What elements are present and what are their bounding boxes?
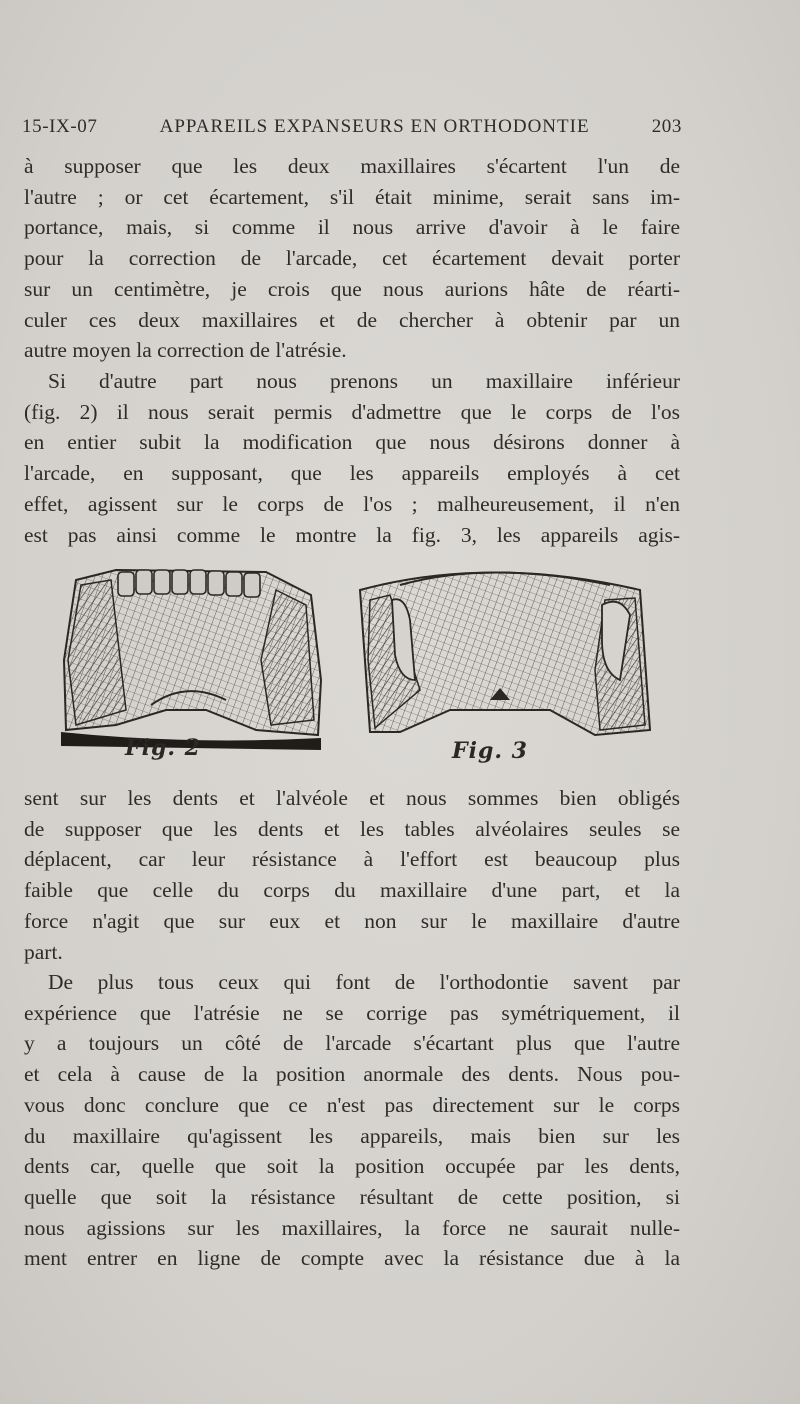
- text-line: ment entrer en ligne de compte avec la résistance due à la: [24, 1246, 680, 1271]
- paragraph-1: [24, 151, 680, 366]
- running-header: [22, 116, 682, 138]
- text-line: (fig. 2) il nous serait permis d'admettre que le corps de l'os: [24, 399, 680, 424]
- text-line: culer ces deux maxillaires et de chercher à obtenir par un: [24, 307, 680, 332]
- text-line: de supposer que les dents et les tables alvéolaires seules se: [24, 816, 680, 841]
- text-line: déplacent, car leur résistance à l'effort est beaucoup plus: [24, 847, 680, 872]
- text-line: effet, agissent sur le corps de l'os ; malheureusement, il n'en: [24, 491, 680, 516]
- text-line: vous donc conclure que ce n'est pas directement sur le corps: [24, 1092, 680, 1117]
- text-line: Si d'autre part nous prenons un maxillaire inférieur: [48, 369, 680, 393]
- paragraph-4: [24, 967, 680, 1274]
- text-line: à supposer que les deux maxillaires s'écartent l'un de: [24, 154, 680, 178]
- text-line: autre moyen la correction de l'atrésie.: [24, 338, 347, 363]
- text-line: l'arcade, en supposant, que les appareils employés à cet: [24, 461, 680, 486]
- text-line: sent sur les dents et l'alvéole et nous sommes bien obligés: [24, 786, 680, 810]
- text-line: portance, mais, si comme il nous arrive d'avoir à le faire: [24, 215, 680, 240]
- paragraph-2: [24, 366, 680, 550]
- paragraph-3: [24, 783, 680, 967]
- text-line: De plus tous ceux qui font de l'orthodontie savent par: [48, 970, 680, 994]
- text-line: est pas ainsi comme le montre la fig. 3, les appareils agis-: [24, 522, 680, 547]
- text-line: y a toujours un côté de l'arcade s'écartant plus que l'autre: [24, 1031, 680, 1056]
- header-date: 15-IX-07: [22, 116, 98, 137]
- page-number: 203: [651, 116, 682, 137]
- text-line: faible que celle du corps du maxillaire d'une part, et la: [24, 878, 680, 903]
- text-line: l'autre ; or cet écartement, s'il était minime, serait sans im-: [24, 184, 680, 209]
- text-line: part.: [24, 939, 63, 964]
- text-line: du maxillaire qu'agissent les appareils, mais bien sur les: [24, 1123, 680, 1148]
- text-line: quelle que soit la résistance résultant de cette position, si: [24, 1184, 680, 1209]
- text-line: en entier subit la modification que nous désirons donner à: [24, 430, 680, 455]
- figure-3-caption: Fig. 3: [452, 738, 528, 764]
- header-title: APPAREILS EXPANSEURS EN ORTHODONTIE: [159, 116, 590, 137]
- text-line: pour la correction de l'arcade, cet écartement devait porter: [24, 246, 680, 271]
- text-line: expérience que l'atrésie ne se corrige pas symétriquement, il: [24, 1000, 680, 1025]
- text-line: force n'agit que sur eux et non sur le maxillaire d'autre: [24, 908, 680, 933]
- text-line: dents car, quelle que soit la position occupée par les dents,: [24, 1154, 680, 1179]
- text-line: nous agissions sur les maxillaires, la force ne saurait nulle-: [24, 1215, 680, 1240]
- text-line: sur un centimètre, je crois que nous aurions hâte de réarti-: [24, 276, 680, 301]
- figure-2-caption: Fig. 2: [125, 735, 201, 761]
- text-line: et cela à cause de la position anormale des dents. Nous pou-: [24, 1062, 680, 1087]
